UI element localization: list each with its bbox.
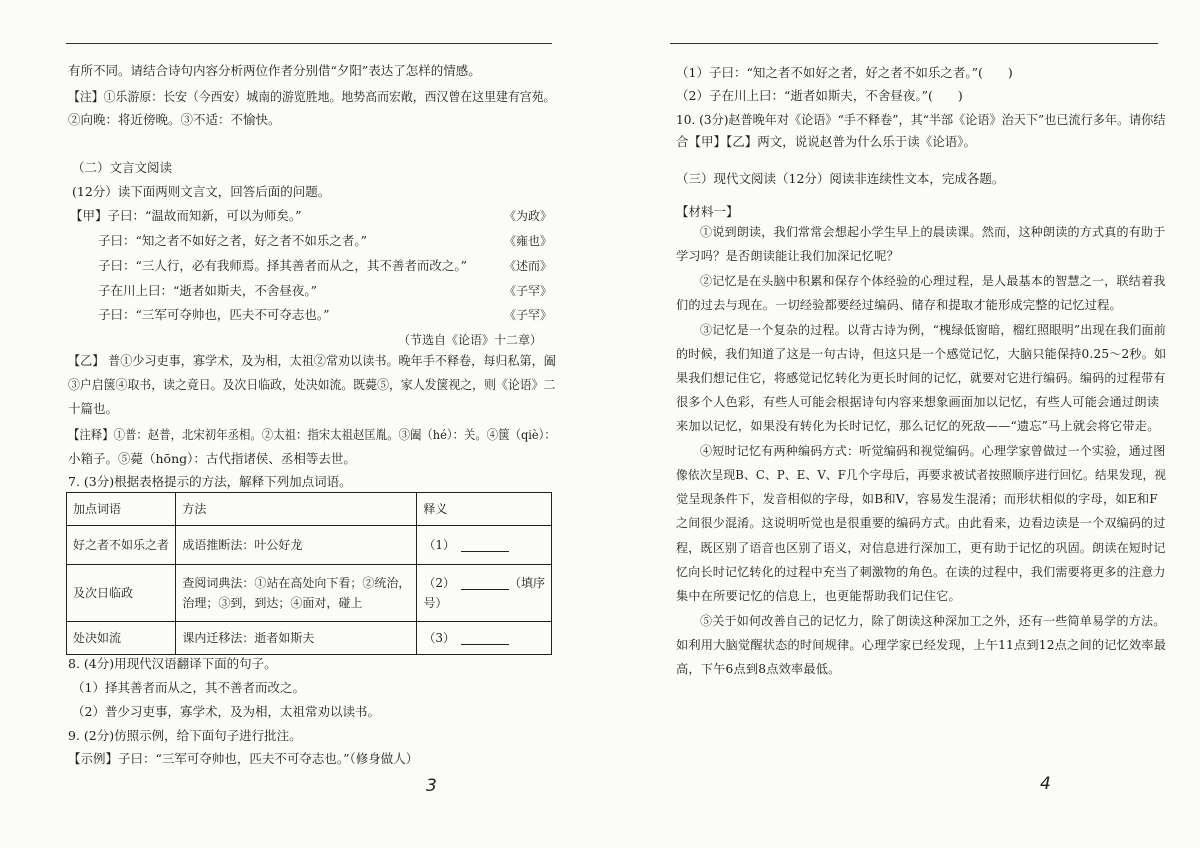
answer-hint: （填序 — [508, 576, 545, 590]
material-line: 很多个人色彩，有些人可能会根据诗句内容来想象画面加以记忆，有些人可能会通过朗读 — [676, 395, 1160, 409]
material-title: 【材料一】 — [676, 204, 739, 219]
material-line: 觉呈现条件下，发音相似的字母，如B和V，容易发生混淆；而形状相似的字母，如E和F — [676, 492, 1158, 506]
jia-source: 《为政》 — [504, 209, 553, 223]
material-line: 的时候，我们知道了这是一句古诗，但这只是一个感觉记忆，大脑只能保持0.25～2秒。如 — [676, 347, 1167, 361]
table-header: 释义 — [417, 493, 552, 526]
table-cell-method: 成语推断法：叶公好龙 — [176, 526, 417, 565]
jia-citation: （节选自《论语》十二章） — [398, 333, 543, 347]
material-line: 学习吗？是否朗读能让我们加深记忆呢？ — [676, 249, 899, 263]
material-line: ②记忆是在头脑中积累和保存个体经验的心理过程，是人最基本的智慧之一，联结着我 — [700, 274, 1166, 288]
material-line: 果我们想记住它，将感觉记忆转化为更长时间的记忆，就要对它进行编码。编码的过程带有 — [676, 371, 1166, 385]
table-cell-answer — [417, 526, 552, 565]
method-line: 治理；③到，到达；④面对，碰上 — [182, 596, 363, 610]
jia-source: 《述而》 — [504, 259, 553, 273]
answer-blank[interactable] — [461, 632, 509, 645]
material-line: 像依次呈现B、C、P、E、V、F几个字母后，再要求被试者按照顺序进行回忆。结果发现，视 — [676, 468, 1167, 482]
vocab-table — [66, 492, 552, 655]
question-8-item: （2）普少习吏事，寡学术，及为相，太祖常劝以读书。 — [72, 704, 380, 719]
intro-note: ②向晚：将近傍晚。③不适：不愉快。 — [68, 112, 281, 127]
section-title: （二）文言文阅读 — [72, 160, 173, 175]
question-10: 10. (3分)赵普晚年对《论语》“手不释卷”，其“半部《论语》治天下”也已流行多年。请你结 — [676, 112, 1166, 127]
intro-line: 有所不同。请结合诗句内容分析两位作者分别借“夕阳”表达了怎样的情感。 — [68, 63, 481, 78]
top-rule — [670, 43, 1158, 44]
jia-line: 子在川上曰：“逝者如斯夫，不舍昼夜。” — [98, 283, 318, 298]
material-line: ⑤关于如何改善自己的记忆力，除了朗读这种深加工之外，还有一些简单易学的方法。 — [700, 614, 1166, 628]
table-cell-word: 及次日临政 — [67, 565, 176, 622]
notes-line: 【注释】①普：赵普，北宋初年丞相。②太祖：指宋太祖赵匡胤。③阖（hé）：关。④箧（qiè）： — [68, 427, 556, 442]
table-cell-method: 课内迁移法：逝者如斯夫 — [176, 622, 417, 655]
question-9-example: 【示例】子曰：“三军可夺帅也，匹夫不可夺志也。”（修身做人） — [68, 751, 419, 766]
jia-line: 子曰：“三军可夺帅也，匹夫不可夺志也。” — [98, 307, 330, 322]
material-line: 之间很少混淆。这说明听觉也是很重要的编码方式。由此看来，边看边读是一个双编码的过 — [676, 516, 1166, 530]
answer-number: （1） — [423, 538, 455, 552]
table-row — [67, 526, 552, 565]
table-row — [67, 565, 552, 622]
intro-note: 【注】①乐游原：长安（今西安）城南的游览胜地。地势高而宏敞，西汉曾在这里建有宫苑。 — [68, 89, 556, 104]
material-line: ③记忆是一个复杂的过程。以背古诗为例，“槐绿低窗暗，榴红照眼明”出现在我们面前 — [700, 323, 1167, 337]
notes-line: 小箱子。⑤薨（hōng）：古代指诸侯、丞相等去世。 — [68, 451, 356, 466]
table-cell-answer — [417, 565, 552, 622]
answer-blank[interactable] — [461, 577, 509, 590]
page-number: 3 — [426, 776, 437, 796]
question-10: 合【甲】【乙】两文，说说赵普为什么乐于读《论语》。 — [676, 134, 977, 149]
material-line: 来加以记忆，如果没有转化为长时记忆，那么记忆的死敌——“遗忘”马上就会将它带走。 — [676, 419, 1160, 433]
section-instructions: (12分）读下面两则文言文，回答后面的问题。 — [72, 184, 331, 199]
table-row — [67, 622, 552, 655]
answer-blank[interactable] — [461, 539, 509, 552]
answer-number: （2） — [423, 576, 455, 590]
right-page — [600, 0, 1200, 848]
table-cell-word: 好之者不如乐之者 — [67, 526, 176, 565]
yi-line: ③户启箧④取书，读之竟日。及次日临政，处决如流。既薨⑤，家人发箧视之，则《论语》二 — [68, 377, 556, 392]
table-cell-answer — [417, 622, 552, 655]
answer-number: （3） — [423, 631, 455, 645]
table-header: 加点词语 — [67, 493, 176, 526]
page-number: 4 — [1040, 774, 1051, 794]
question-8-item: （1）择其善者而从之，其不善者而改之。 — [72, 680, 305, 695]
material-line: 如利用大脑觉醒状态的时间规律。心理学家已经发现，上午11点到12点之间的记忆效率最 — [676, 638, 1167, 652]
method-line: 查阅词典法：①站在高处向下看；②统治， — [182, 576, 411, 590]
material-line: 集中在所要记忆的信息上，也更能帮助我们记住它。 — [676, 589, 961, 603]
jia-source: 《子罕》 — [504, 308, 553, 322]
jia-line: 【甲】子曰：“温故而知新，可以为师矣。” — [70, 208, 302, 223]
table-cell-word: 处决如流 — [67, 622, 176, 655]
yi-line: 【乙】 普①少习吏事，寡学术，及为相，太祖②常劝以读书。晚年手不释卷，每归私第，阖 — [68, 353, 556, 368]
material-line: ④短时记忆有两种编码方式：听觉编码和视觉编码。心理学家曾做过一个实验，通过图 — [700, 444, 1166, 458]
answer-hint: 号） — [423, 596, 448, 610]
yi-line: 十篇也。 — [68, 401, 119, 416]
question-8: 8. (4分)用现代汉语翻译下面的句子。 — [68, 656, 277, 671]
jia-source: 《雍也》 — [504, 234, 553, 248]
question-9-item: （1）子曰：“知之者不如好之者，好之者不如乐之者。”( ) — [676, 65, 1013, 80]
table-header-row — [67, 493, 552, 526]
question-7: 7. (3分)根据表格提示的方法，解释下列加点词语。 — [68, 474, 352, 489]
section-title: （三）现代文阅读（12分）阅读非连续性文本，完成各题。 — [676, 171, 1005, 186]
question-9: 9. (2分)仿照示例，给下面句子进行批注。 — [68, 728, 302, 743]
top-rule — [66, 43, 552, 44]
jia-source: 《子罕》 — [504, 284, 553, 298]
jia-line: 子曰：“知之者不如好之者，好之者不如乐之者。” — [98, 233, 368, 248]
material-line: 忆向长时记忆转化的过程中充当了刺激物的角色。在读的过程中，我们需要将更多的注意力 — [676, 565, 1166, 579]
question-9-item: （2）子在川上曰：“逝者如斯夫，不舍昼夜。”( ) — [676, 88, 963, 103]
material-line: 们的过去与现在。一切经验都要经过编码、储存和提取才能形成完整的记忆过程。 — [676, 298, 1122, 312]
jia-line: 子曰：“三人行，必有我师焉。择其善者而从之，其不善者而改之。” — [98, 258, 468, 273]
material-line: ①说到朗读，我们常常会想起小学生早上的晨读课。然而，这种朗读的方式真的有助于 — [700, 225, 1166, 239]
material-line: 程，既区别了语音也区别了语义，对信息进行深加工，更有助于记忆的巩固。朗读在短时记 — [676, 541, 1166, 555]
table-cell-method — [176, 565, 417, 622]
material-line: 高，下午6点到8点效率最低。 — [676, 662, 841, 676]
table-header: 方法 — [176, 493, 417, 526]
